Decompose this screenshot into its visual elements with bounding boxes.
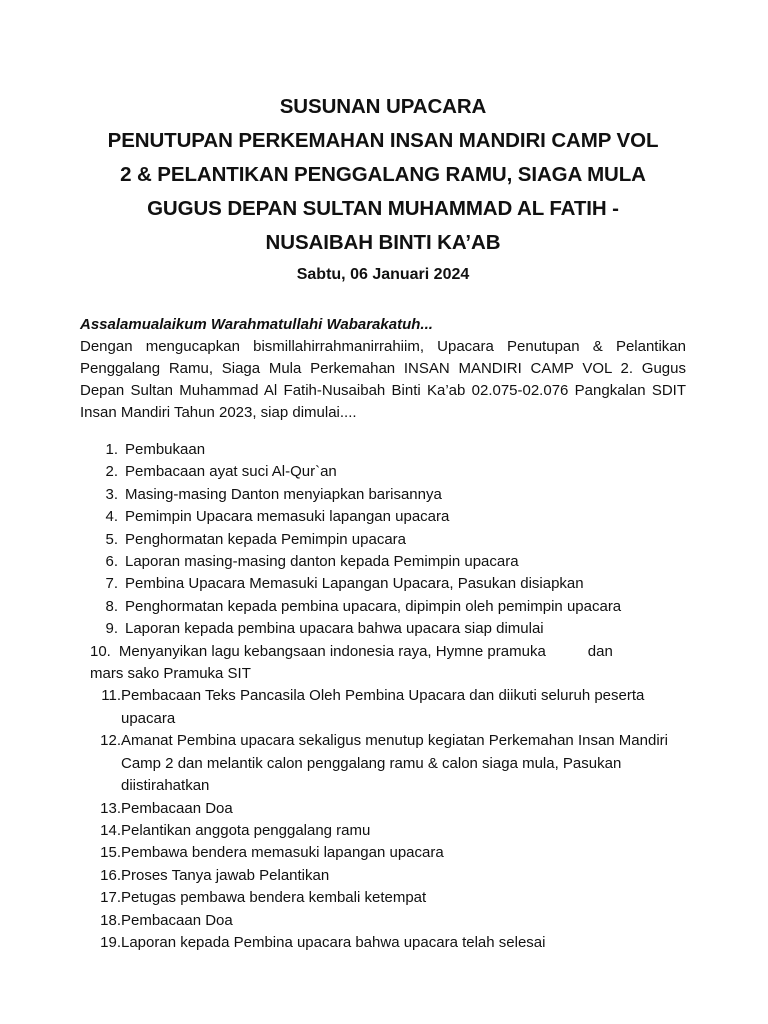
- item-text: Proses Tanya jawab Pelantikan: [121, 866, 330, 884]
- list-item: [80, 618, 686, 640]
- item-text: Pembacaan Teks Pancasila Oleh Pembina Upacara dan diikuti seluruh peserta upacara: [121, 687, 645, 727]
- item-number: 6.: [105, 553, 118, 571]
- item-text: Laporan kepada pembina upacara bahwa upacara siap dimulai: [125, 620, 544, 638]
- list-item: [80, 484, 686, 506]
- item-text: Pembina Upacara Memasuki Lapangan Upacara, Pasukan disiapkan: [125, 575, 584, 593]
- list-item: [80, 887, 686, 909]
- event-date: Sabtu, 06 Januari 2024: [296, 266, 470, 283]
- list-item: [80, 932, 686, 954]
- item-number: 12.: [100, 732, 121, 750]
- item-text: mars sako Pramuka SIT: [90, 665, 251, 683]
- item-number: 18.: [100, 911, 121, 929]
- item-number: 19.: [100, 933, 121, 951]
- item-text: Pembacaan Doa: [121, 911, 233, 929]
- list-item: [80, 529, 686, 551]
- document-title: [80, 90, 686, 288]
- item-text: Pembacaan ayat suci Al-Qur`an: [125, 463, 337, 481]
- item-number: 8.: [105, 597, 118, 615]
- item-text: dan: [587, 642, 613, 660]
- list-item: [80, 596, 686, 618]
- item-number: 2.: [105, 463, 118, 481]
- item-text: Menyanyikan lagu kebangsaan indonesia raya, Hymne pramuka: [118, 642, 546, 660]
- agenda-list: [80, 439, 686, 954]
- list-item: [80, 910, 686, 932]
- item-text: Pembukaan: [125, 441, 206, 458]
- item-text: Laporan masing-masing danton kepada Pemimpin upacara: [125, 553, 519, 571]
- item-number: 5.: [105, 530, 118, 548]
- item-number: 9.: [105, 620, 118, 638]
- item-text: Pembacaan Doa: [121, 799, 233, 817]
- item-text: Amanat Pembina upacara sekaligus menutup kegiatan Perkemahan Insan Mandiri Camp 2 dan melantik calon penggalang ramu & calon siaga mula, Pasukan diistirahatkan: [121, 732, 668, 795]
- item-text: Laporan kepada Pembina upacara bahwa upacara telah selesai: [121, 933, 546, 951]
- item-number: 17.: [100, 889, 121, 907]
- list-item: [80, 551, 686, 573]
- item-text: Pelantikan anggota penggalang ramu: [121, 821, 371, 839]
- list-item: [80, 730, 686, 797]
- item-number: 13.: [100, 799, 121, 817]
- item-number: 1.: [105, 441, 118, 458]
- list-item: [80, 842, 686, 864]
- title-line: SUSUNAN UPACARA: [279, 95, 487, 118]
- item-number: 4.: [105, 508, 118, 526]
- item-text: Penghormatan kepada Pemimpin upacara: [125, 530, 407, 548]
- item-text: Pembawa bendera memasuki lapangan upacara: [121, 844, 444, 862]
- item-number: 15.: [100, 844, 121, 862]
- item-number: 11.: [101, 687, 121, 705]
- item-number: 10.: [90, 642, 111, 660]
- list-item: [80, 573, 686, 595]
- item-text: Penghormatan kepada pembina upacara, dipimpin oleh pemimpin upacara: [125, 597, 622, 615]
- intro-paragraph: Dengan mengucapkan bismillahirrahmanirrahiim, Upacara Penutupan & Pelantikan Penggalang Ramu, Siaga Mula Perkemahan INSAN MANDIRI CAMP VOL 2. Gugus Depan Sultan Muhammad Al Fatih-Nusaibah Binti Ka’ab 02.075-02.076 Pangkalan SDIT Insan Mandiri Tahun 2023, siap dimulai....: [80, 338, 686, 421]
- title-line: NUSAIBAH BINTI KA’AB: [265, 231, 501, 254]
- title-line: GUGUS DEPAN SULTAN MUHAMMAD AL FATIH -: [147, 197, 619, 220]
- item-number: 3.: [105, 485, 118, 503]
- list-item: [80, 798, 686, 820]
- list-item: [80, 865, 686, 887]
- list-item: [80, 506, 686, 528]
- item-text: Petugas pembawa bendera kembali ketempat: [121, 889, 427, 907]
- list-item: [80, 439, 686, 461]
- title-line: PENUTUPAN PERKEMAHAN INSAN MANDIRI CAMP VOL: [107, 129, 659, 152]
- item-text: Pemimpin Upacara memasuki lapangan upacara: [125, 508, 450, 526]
- list-item: [80, 685, 686, 730]
- list-item: [80, 820, 686, 842]
- title-line: 2 & PELANTIKAN PENGGALANG RAMU, SIAGA MULA: [120, 163, 646, 186]
- list-item: [80, 641, 686, 686]
- item-number: 16.: [100, 866, 121, 884]
- greeting: Assalamualaikum Warahmatullahi Wabarakatuh...: [80, 316, 433, 333]
- list-item: [80, 461, 686, 483]
- item-number: 7.: [105, 575, 118, 593]
- item-text: Masing-masing Danton menyiapkan barisannya: [125, 485, 442, 503]
- item-number: 14.: [100, 821, 121, 839]
